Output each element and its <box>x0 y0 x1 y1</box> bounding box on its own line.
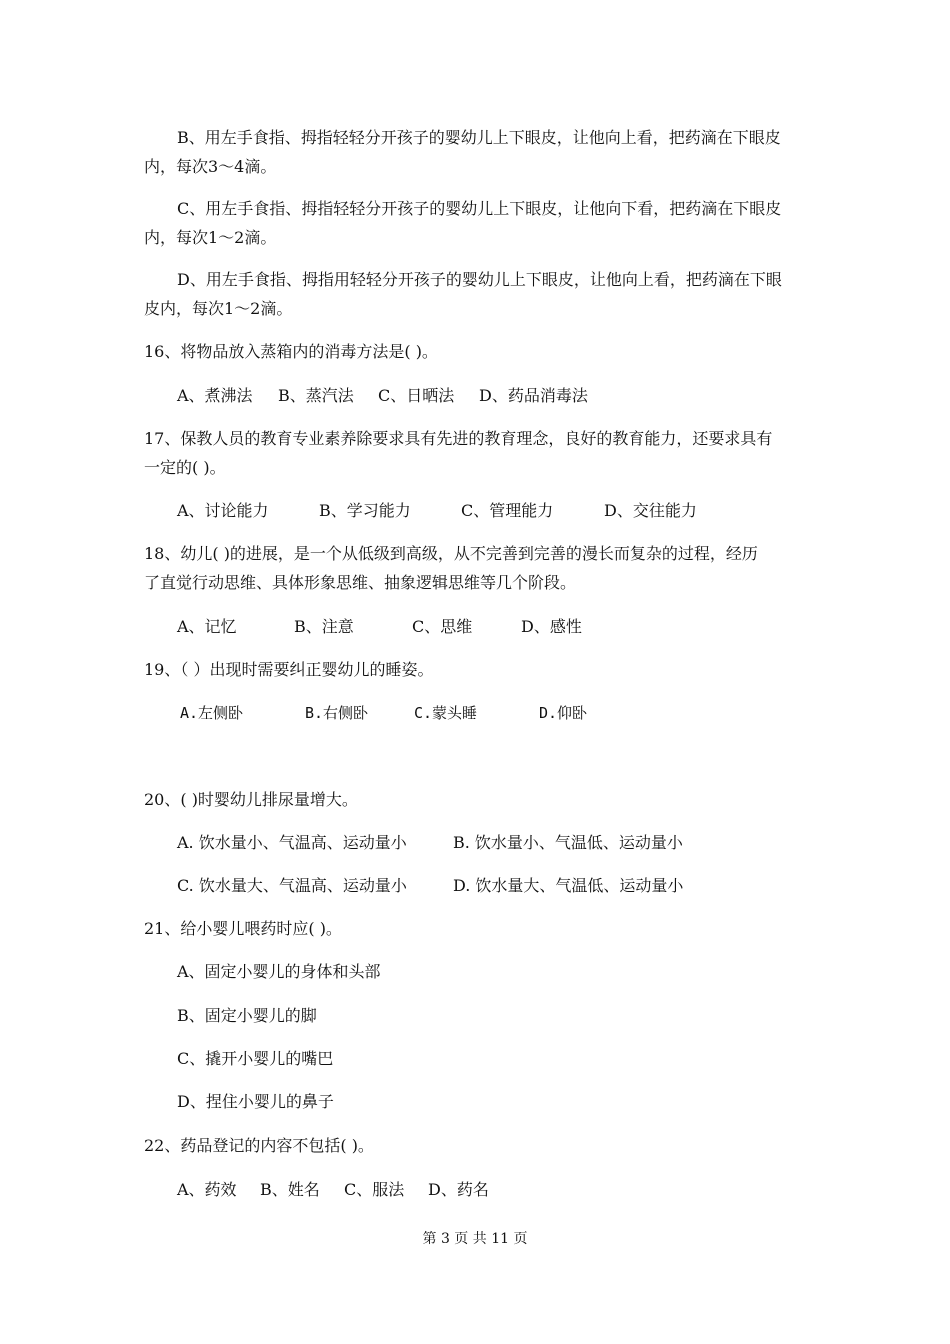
q20-option-b: B. 饮水量小、气温低、运动量小 <box>453 833 683 852</box>
q19-options <box>180 703 587 723</box>
q15-option-b-line2: 内，每次3～4滴。 <box>144 157 277 176</box>
q19-stem: 19、（ ）出现时需要纠正婴幼儿的睡姿。 <box>144 660 434 679</box>
q21-stem: 21、给小婴儿喂药时应( )。 <box>144 919 342 938</box>
q18-options <box>177 617 582 637</box>
q20-options-row2 <box>177 876 683 896</box>
q19-option-d: D.仰卧 <box>539 704 588 722</box>
q21-option-c: C、撬开小婴儿的嘴巴 <box>177 1049 334 1068</box>
q22-option-b: B、姓名 <box>260 1180 320 1199</box>
q22-option-a: A、药效 <box>177 1180 237 1199</box>
q17-options <box>177 501 697 521</box>
q17-stem-line1: 17、保教人员的教育专业素养除要求具有先进的教育理念，良好的教育能力，还要求具有 <box>144 429 773 448</box>
q20-option-d: D. 饮水量大、气温低、运动量小 <box>453 876 684 895</box>
q21-option-b: B、固定小婴儿的脚 <box>177 1006 317 1025</box>
q21-option-d: D、捏住小婴儿的鼻子 <box>177 1092 334 1111</box>
q18-option-c: C、思维 <box>412 617 473 636</box>
q19-option-c: C.蒙头睡 <box>414 704 478 722</box>
q21-option-a: A、固定小婴儿的身体和头部 <box>177 962 381 981</box>
q19-option-a: A.左侧卧 <box>180 704 244 722</box>
q18-option-d: D、感性 <box>521 617 582 636</box>
q22-stem: 22、药品登记的内容不包括( )。 <box>144 1136 374 1155</box>
q16-options <box>177 386 588 406</box>
q22-option-d: D、药名 <box>428 1180 489 1199</box>
q18-option-b: B、注意 <box>294 617 354 636</box>
q18-stem-line1: 18、幼儿( )的进展，是一个从低级到高级，从不完善到完善的漫长而复杂的过程，经历 <box>144 544 758 563</box>
q16-option-a: A、煮沸法 <box>177 386 253 405</box>
q18-stem-line2: 了直觉行动思维、具体形象思维、抽象逻辑思维等几个阶段。 <box>144 573 577 592</box>
q17-option-b: B、学习能力 <box>319 501 411 520</box>
q15-option-c-line1: C、用左手食指、拇指轻轻分开孩子的婴幼儿上下眼皮，让他向下看，把药滴在下眼皮 <box>177 199 782 218</box>
q16-option-c: C、日晒法 <box>378 386 455 405</box>
q20-option-c: C. 饮水量大、气温高、运动量小 <box>177 876 407 895</box>
q22-options <box>177 1180 489 1200</box>
q17-option-a: A、讨论能力 <box>177 501 269 520</box>
q20-options-row1 <box>177 833 683 853</box>
q17-stem-line2: 一定的( )。 <box>144 458 226 477</box>
q16-option-d: D、药品消毒法 <box>479 386 588 405</box>
q15-option-c-line2: 内，每次1～2滴。 <box>144 228 277 247</box>
q18-option-a: A、记忆 <box>177 617 237 636</box>
q19-option-b: B.右侧卧 <box>305 704 369 722</box>
q17-option-c: C、管理能力 <box>461 501 554 520</box>
q15-option-b-line1: B、用左手食指、拇指轻轻分开孩子的婴幼儿上下眼皮，让他向上看，把药滴在下眼皮 <box>177 128 781 147</box>
q16-option-b: B、蒸汽法 <box>278 386 354 405</box>
q15-option-d-line1: D、用左手食指、拇指用轻轻分开孩子的婴幼儿上下眼皮，让他向上看，把药滴在下眼 <box>177 270 782 289</box>
q17-option-d: D、交往能力 <box>604 501 697 520</box>
q15-option-d-line2: 皮内，每次1～2滴。 <box>144 299 293 318</box>
page-footer: 第 3 页 共 11 页 <box>422 1231 528 1247</box>
q20-option-a: A. 饮水量小、气温高、运动量小 <box>177 833 407 852</box>
q16-stem: 16、将物品放入蒸箱内的消毒方法是( )。 <box>144 342 438 361</box>
q22-option-c: C、服法 <box>344 1180 405 1199</box>
q20-stem: 20、( )时婴幼儿排尿量增大。 <box>144 790 358 809</box>
